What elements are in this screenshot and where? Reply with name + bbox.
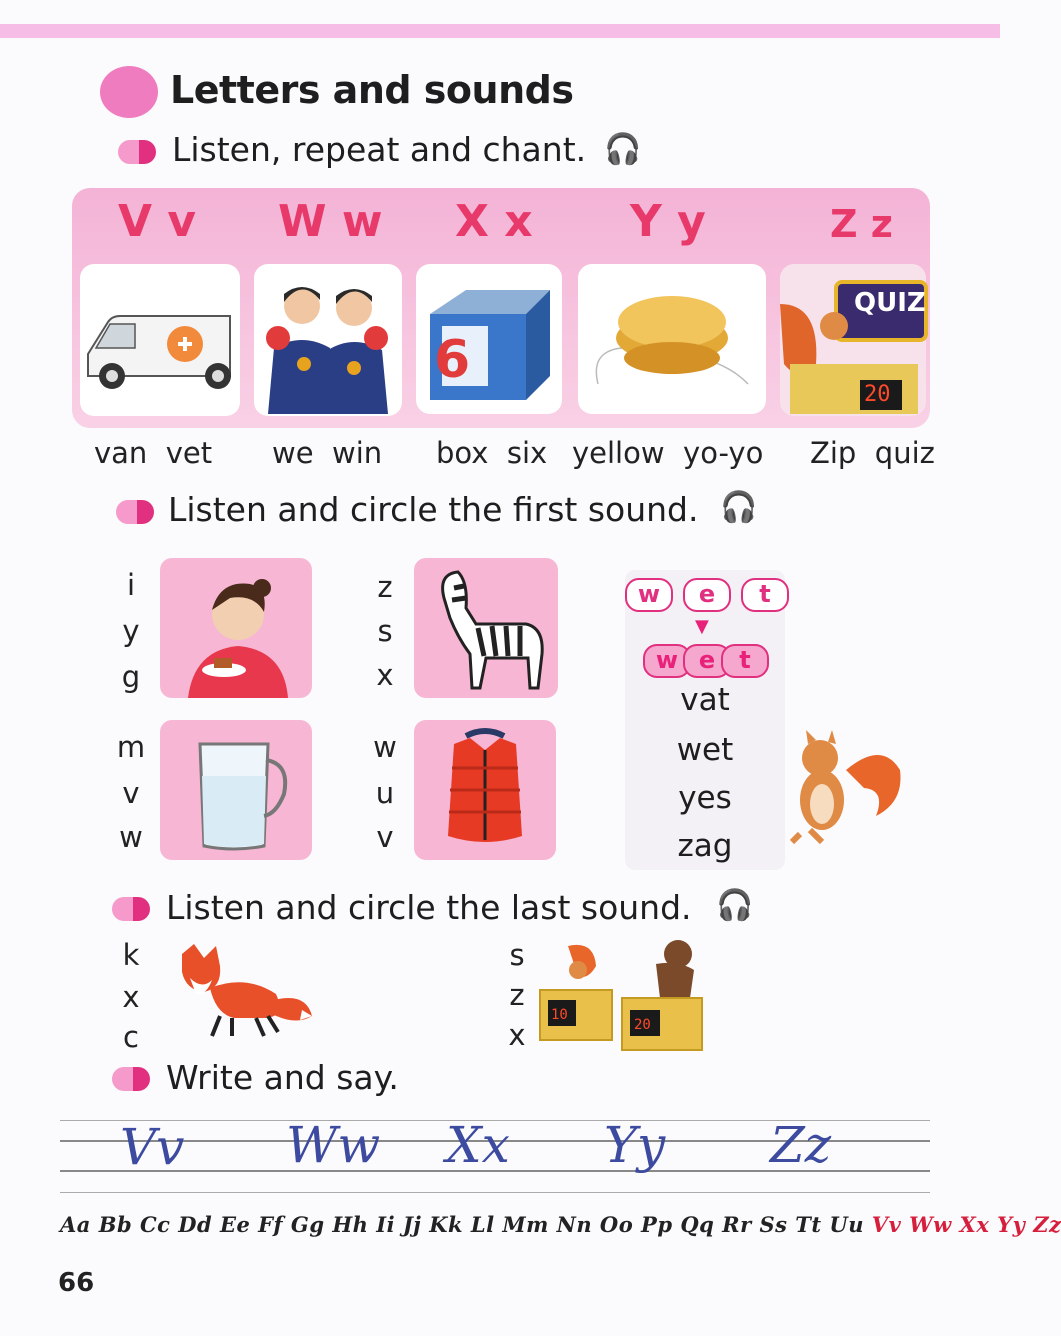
instruction-bullet [112,1067,150,1091]
handwriting-ww: Ww [286,1116,381,1174]
alphabet-strip [60,1212,1061,1237]
squirrel-mascot [786,730,904,850]
headphones-icon[interactable]: 🎧 [604,132,642,167]
word: we [272,436,314,470]
option-letter[interactable]: x [122,980,140,1014]
option-letter[interactable]: m [116,730,146,764]
option-letter[interactable]: w [373,730,397,764]
option-letter[interactable]: x [508,1018,526,1052]
puzzle-piece: e [683,578,731,612]
score-display-20: 20 [864,382,891,407]
handwriting-vv: Vv [120,1118,185,1176]
letter-pair-v: V v [118,196,197,247]
blend-word: yes [678,780,732,816]
page-number: 66 [58,1268,95,1298]
option-letter[interactable]: c [123,1020,139,1054]
option-letter[interactable]: w [119,820,143,854]
girl-eating-picture [160,558,312,698]
option-letter[interactable]: k [122,938,140,972]
guide-line [60,1192,930,1193]
quiz-boxes-picture [538,940,706,1056]
letter-pair-y: Y y [630,196,706,247]
letter-pair-w: W w [278,196,383,247]
word-puzzle-panel [625,570,785,870]
handwriting-yy: Yy [604,1116,666,1174]
top-color-bar [0,24,1000,38]
option-letter[interactable]: v [376,820,394,854]
handwriting-xx: Xx [446,1116,510,1174]
word: box [436,436,489,470]
down-arrow-icon: ▼ [695,616,709,637]
word: van [94,436,148,470]
word: quiz [874,436,935,470]
puzzle-piece: t [721,644,769,678]
headphones-icon[interactable]: 🎧 [716,888,754,923]
alphabet-part-highlight: Vv Ww Xx Yy Zz [871,1212,1061,1237]
instruction-first-sound: Listen and circle the first sound. [168,490,699,529]
option-letter[interactable]: z [509,978,525,1012]
van-picture [80,264,240,416]
option-letter[interactable]: u [375,776,395,810]
score-display-10: 10 [551,1007,568,1023]
section-title: Letters and sounds [170,68,574,112]
blend-word: zag [677,828,733,864]
instruction-bullet [112,897,150,921]
letter-pair-x: X x [455,196,533,247]
option-letter[interactable]: x [376,658,394,692]
headphones-icon[interactable]: 🎧 [720,490,758,525]
option-letter[interactable]: v [122,776,140,810]
instruction-last-sound: Listen and circle the last sound. [166,888,692,927]
word: Zip [810,436,857,470]
word-group-v [94,436,212,470]
word: yo-yo [683,436,764,470]
quiz-sign: QUIZ [854,288,926,318]
option-letter[interactable]: i [126,568,136,602]
option-letter[interactable]: y [122,614,140,648]
water-jug-picture [160,720,312,860]
box-number: 6 [434,330,471,390]
zip-quiz-picture [780,264,926,416]
letter-pair-z: Z z [830,202,893,246]
word: yellow [572,436,665,470]
option-letter[interactable]: s [509,938,525,972]
blend-word: vat [680,682,730,718]
word-group-z [810,436,935,470]
puzzle-piece: t [741,578,789,612]
blend-word: wet [676,732,734,768]
instruction-bullet [116,500,154,524]
word-group-x [436,436,547,470]
fox-picture [176,944,316,1044]
word: vet [165,436,213,470]
section-bullet [100,66,158,118]
yoyo-picture [578,264,766,414]
word: win [332,436,383,470]
puzzle-piece: w [643,644,691,678]
instruction-bullet [118,140,156,164]
puzzle-piece: w [625,578,673,612]
winners-picture [254,264,402,416]
handwriting-zz: Zz [770,1116,832,1174]
option-letter[interactable]: g [121,660,141,694]
word: six [506,436,548,470]
instruction-chant: Listen, repeat and chant. [172,130,587,169]
instruction-write: Write and say. [166,1058,399,1097]
word-group-y [572,436,763,470]
option-letter[interactable]: z [377,570,393,604]
score-display-20: 20 [634,1017,651,1033]
puzzle-piece: e [683,644,731,678]
vest-picture [414,720,556,860]
alphabet-part: Aa Bb Cc Dd Ee Ff Gg Hh Ii Jj Kk Ll Mm Nn Oo Pp Qq Rr Ss Tt Uu [60,1212,864,1237]
zebra-picture [414,558,558,698]
option-letter[interactable]: s [377,614,393,648]
word-group-w [272,436,382,470]
